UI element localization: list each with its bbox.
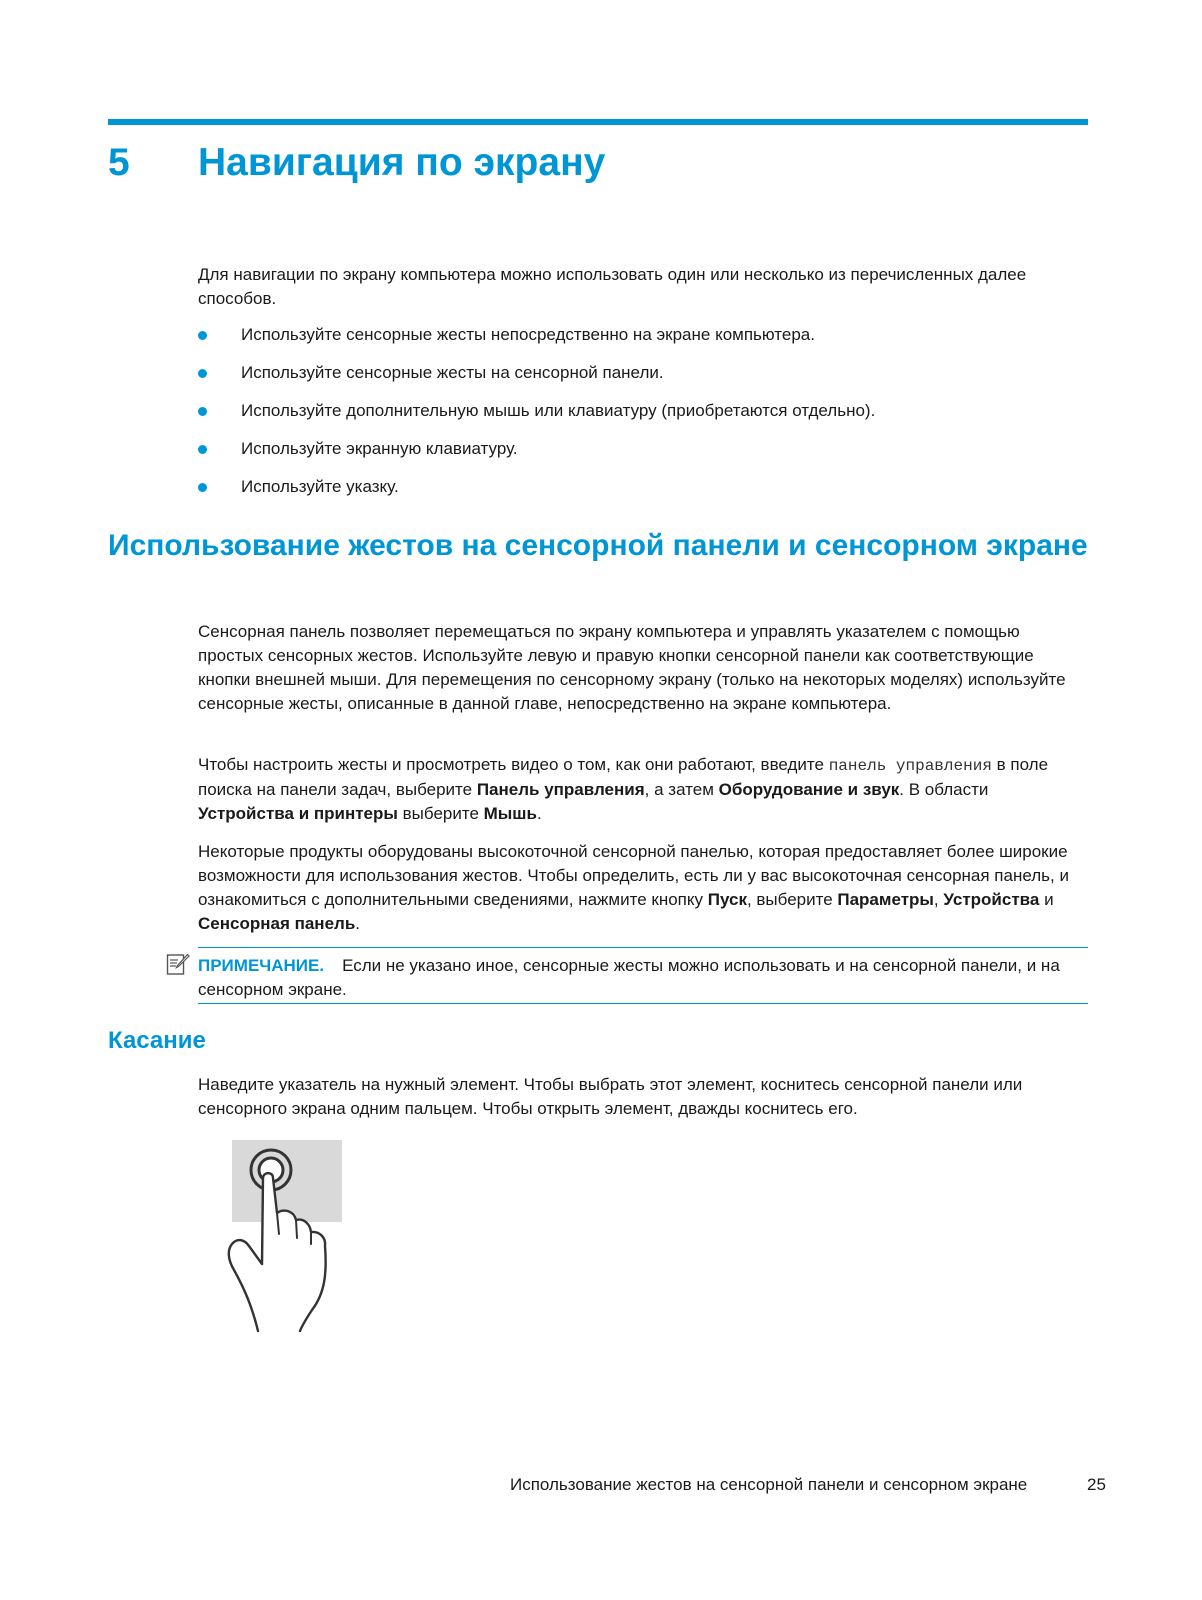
list-item: [198, 361, 1088, 399]
list-item: [198, 399, 1088, 437]
list-item-text: Используйте сенсорные жесты непосредственно на экране компьютера.: [241, 325, 815, 344]
list-item-text: Используйте сенсорные жесты на сенсорной панели.: [241, 363, 664, 382]
intro-paragraph: Для навигации по экрану компьютера можно использовать один или несколько из перечисленных далее способов.: [198, 265, 1027, 308]
ui-term-mouse: Мышь: [483, 804, 537, 823]
text-run: . В области: [899, 780, 989, 799]
precision-touchpad-paragraph: [198, 840, 1088, 936]
text-run: .: [355, 914, 361, 933]
note-label: ПРИМЕЧАНИЕ.: [198, 956, 325, 975]
list-item: [198, 475, 1088, 513]
note-pencil-icon: [166, 952, 190, 976]
bullet-icon: [198, 407, 207, 416]
text-run: .: [536, 804, 542, 823]
tap-paragraph: Наведите указатель на нужный элемент. Чтобы выбрать этот элемент, коснитесь сенсорной панели или сенсорного экрана одним пальцем. Чтобы открыть элемент, дважды коснитесь его.: [198, 1075, 1023, 1118]
bullet-icon: [198, 483, 207, 492]
note-text: Если не указано иное, сенсорные жесты можно использовать и на сенсорной панели, и на сенсорном экране.: [198, 956, 1060, 999]
list-item: [198, 437, 1088, 475]
settings-paragraph: [198, 753, 1088, 826]
section-title: Использование жестов на сенсорной панели и сенсорном экране: [108, 529, 1088, 562]
bullet-icon: [198, 445, 207, 454]
chapter-rule: [108, 119, 1088, 125]
ui-term-settings: Параметры: [837, 890, 934, 909]
ui-term-devices: Устройства: [943, 890, 1040, 909]
bullet-icon: [198, 331, 207, 340]
ui-term-hardware-sound: Оборудование и звук: [718, 780, 900, 799]
navigation-methods-list: [198, 323, 1088, 513]
tap-gesture-illustration: [222, 1138, 357, 1333]
note-box: [198, 947, 1088, 1004]
list-item-text: Используйте указку.: [241, 477, 399, 496]
code-text: панель управления: [828, 757, 992, 775]
bullet-icon: [198, 369, 207, 378]
text-run: в поле поиска на панели задач, выберите: [198, 755, 1049, 799]
list-item-text: Используйте дополнительную мышь или клавиатуру (приобретаются отдельно).: [241, 401, 876, 420]
subsection-title: Касание: [108, 1027, 206, 1054]
text-run: и: [1039, 890, 1054, 909]
touchpad-paragraph: Сенсорная панель позволяет перемещаться по экрану компьютера и управлять указателем с помощью простых сенсорных жестов. Используйте левую и правую кнопки сенсорной панели как соответствующие кнопки внешней мыши. Для перемещения по сенсорному экрану (только на некоторых моделях) используйте сенсорные жесты, описанные в данной главе, непосредственно на экране компьютера.: [198, 622, 1066, 713]
ui-term-devices-printers: Устройства и принтеры: [198, 804, 398, 823]
ui-term-start: Пуск: [707, 890, 747, 909]
list-item-text: Используйте экранную клавиатуру.: [241, 439, 518, 458]
text-run: ,: [933, 890, 944, 909]
text-run: Чтобы настроить жесты и просмотреть видео о том, как они работают, введите: [198, 755, 829, 774]
chapter-heading: [108, 138, 1088, 188]
footer-section-title: Использование жестов на сенсорной панели и сенсорном экране: [510, 1475, 1028, 1494]
ui-term-control-panel: Панель управления: [476, 780, 645, 799]
list-item: [198, 323, 1088, 361]
note-content: [198, 954, 1088, 1002]
ui-term-touchpad: Сенсорная панель: [198, 914, 356, 933]
text-run: выберите: [397, 804, 484, 823]
page-number: 25: [1087, 1475, 1106, 1494]
chapter-title: Навигация по экрану: [198, 141, 606, 184]
text-run: Некоторые продукты оборудованы высокоточной сенсорной панелью, которая предоставляет более широкие возможности для использования жестов. Чтобы определить, есть ли у вас высокоточная сенсорная панель, и ознакомиться с дополнительными сведениями, нажмите кнопку: [198, 842, 1069, 909]
chapter-number: 5: [108, 141, 130, 184]
text-run: , выберите: [746, 890, 838, 909]
text-run: , а затем: [644, 780, 719, 799]
